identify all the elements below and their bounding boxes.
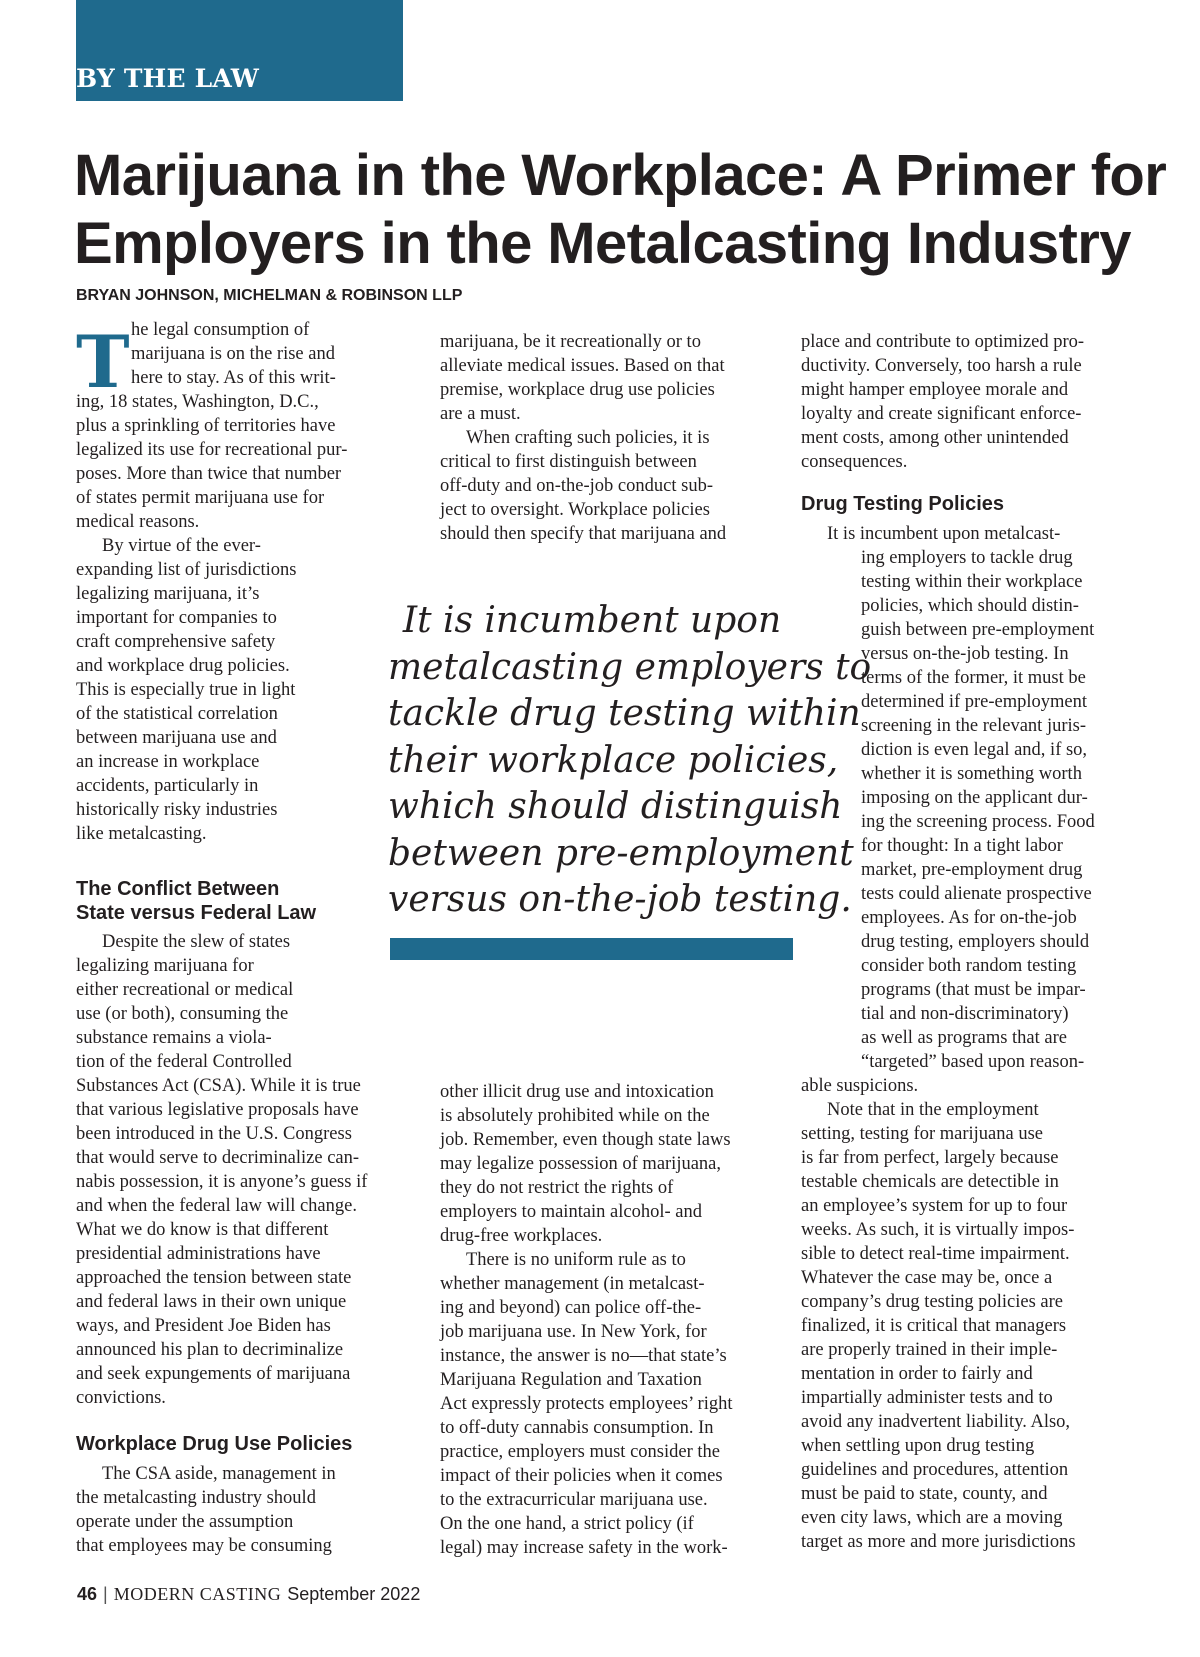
- pull-quote-line: tackle drug testing within: [388, 693, 861, 734]
- text-line: that various legislative proposals have: [76, 1100, 359, 1120]
- text-line: employees. As for on-the-job: [861, 908, 1077, 928]
- text-line: By virtue of the ever-: [102, 536, 261, 556]
- text-line: company’s drug testing policies are: [801, 1292, 1064, 1312]
- text-line: mentation in order to fairly and: [801, 1364, 1033, 1384]
- column-3-testing: [801, 522, 1151, 1554]
- text-line: ductivity. Conversely, too harsh a rule: [801, 356, 1082, 376]
- text-line: Despite the slew of states: [102, 932, 291, 952]
- paragraph-intro: [76, 318, 406, 534]
- text-line: consequences.: [801, 452, 908, 472]
- text-line: ing employers to tackle drug: [861, 548, 1073, 568]
- paragraph-testing: [801, 522, 1151, 1098]
- text-line: may legalize possession of marijuana,: [440, 1154, 722, 1174]
- text-line: to off-duty cannabis consumption. In: [440, 1418, 714, 1438]
- text-line: testable chemicals are detectible in: [801, 1172, 1059, 1192]
- text-line: and federal laws in their own unique: [76, 1292, 347, 1312]
- text-line: they do not restrict the rights of: [440, 1178, 674, 1198]
- title-line: Employers in the Metalcasting Industry: [74, 211, 1131, 276]
- pull-quote-line: which should distinguish: [388, 786, 843, 827]
- text-line: “targeted” based upon reason-: [861, 1052, 1085, 1072]
- text-line: legalizing marijuana for: [76, 956, 254, 976]
- text-line: been introduced in the U.S. Congress: [76, 1124, 352, 1144]
- text-line: presidential administrations have: [76, 1244, 321, 1264]
- text-line: screening in the relevant juris-: [861, 716, 1086, 736]
- article-title: [74, 142, 1167, 278]
- text-line: nabis possession, it is anyone’s guess if: [76, 1172, 368, 1192]
- text-line: might hamper employee morale and: [801, 380, 1069, 400]
- paragraph-premise: [440, 330, 780, 426]
- heading-line: State versus Federal Law: [76, 902, 317, 924]
- text-line: determined if pre-employment: [861, 692, 1088, 712]
- text-line: able suspicions.: [801, 1076, 919, 1096]
- column-3-top: [801, 330, 1151, 474]
- page-footer: [77, 1584, 420, 1605]
- text-line: is far from perfect, largely because: [801, 1148, 1059, 1168]
- text-line: when settling upon drug testing: [801, 1436, 1035, 1456]
- title-line: Marijuana in the Workplace: A Primer for: [74, 143, 1167, 208]
- paragraph-workplace: [76, 1462, 416, 1558]
- text-line: an employee’s system for up to four: [801, 1196, 1068, 1216]
- text-line: to the extracurricular marijuana use.: [440, 1490, 708, 1510]
- issue-date: September 2022: [287, 1584, 421, 1604]
- text-line: impartially administer tests and to: [801, 1388, 1053, 1408]
- text-line: that would serve to decriminalize can-: [76, 1148, 360, 1168]
- pull-quote-line: versus on-the-job testing.: [388, 879, 852, 920]
- paragraph-illicit: [440, 1080, 780, 1248]
- text-line: like metalcasting.: [76, 824, 207, 844]
- text-line: operate under the assumption: [76, 1512, 294, 1532]
- text-line: either recreational or medical: [76, 980, 294, 1000]
- text-line: imposing on the applicant dur-: [861, 788, 1088, 808]
- text-line: employers to maintain alcohol- and: [440, 1202, 703, 1222]
- text-line: the metalcasting industry should: [76, 1488, 316, 1508]
- pull-quote-rule: [390, 938, 793, 960]
- pull-quote-line: between pre-employment: [388, 832, 854, 874]
- text-line: plus a sprinkling of territories have: [76, 416, 336, 436]
- text-line: There is no uniform rule as to: [466, 1250, 686, 1270]
- text-line: medical reasons.: [76, 512, 200, 532]
- byline: BRYAN JOHNSON, MICHELMAN & ROBINSON LLP: [76, 287, 463, 304]
- text-line: expanding list of jurisdictions: [76, 560, 297, 580]
- text-line: he legal consumption of: [131, 320, 310, 340]
- text-line: legal) may increase safety in the work-: [440, 1538, 728, 1558]
- text-line: historically risky industries: [76, 800, 278, 820]
- text-line: whether management (in metalcast-: [440, 1274, 705, 1294]
- text-line: and workplace drug policies.: [76, 656, 290, 676]
- text-line: use (or both), consuming the: [76, 1004, 289, 1024]
- text-line: place and contribute to optimized pro-: [801, 332, 1085, 352]
- text-line: important for companies to: [76, 608, 277, 628]
- text-line: It is incumbent upon metalcast-: [827, 524, 1061, 544]
- text-line: versus on-the-job testing. In: [861, 644, 1069, 664]
- text-line: ment costs, among other unintended: [801, 428, 1069, 448]
- text-line: ing the screening process. Food: [861, 812, 1095, 832]
- text-line: an increase in workplace: [76, 752, 260, 772]
- text-line: impact of their policies when it comes: [440, 1466, 723, 1486]
- text-line: Note that in the employment: [827, 1100, 1039, 1120]
- text-line: weeks. As such, it is virtually impos-: [801, 1220, 1075, 1240]
- text-line: that employees may be consuming: [76, 1536, 332, 1556]
- text-line: marijuana, be it recreationally or to: [440, 332, 701, 352]
- text-line: must be paid to state, county, and: [801, 1484, 1048, 1504]
- text-line: between marijuana use and: [76, 728, 277, 748]
- section-label: BY THE LAW: [76, 64, 260, 93]
- text-line: On the one hand, a strict policy (if: [440, 1514, 694, 1534]
- text-line: legalizing marijuana, it’s: [76, 584, 260, 604]
- page-number: 46: [77, 1584, 98, 1604]
- text-line: is absolutely prohibited while on the: [440, 1106, 710, 1126]
- section-heading-conflict: [76, 877, 316, 925]
- column-2-bottom: [440, 1080, 780, 1560]
- text-line: What we do know is that different: [76, 1220, 329, 1240]
- text-line: policies, which should distin-: [861, 596, 1079, 616]
- text-line: substance remains a viola-: [76, 1028, 272, 1048]
- text-line: ways, and President Joe Biden has: [76, 1316, 331, 1336]
- text-line: Act expressly protects employees’ right: [440, 1394, 733, 1414]
- text-line: marijuana is on the rise and: [131, 344, 335, 364]
- text-line: guidelines and procedures, attention: [801, 1460, 1069, 1480]
- pull-quote-line: their workplace policies,: [388, 739, 839, 781]
- text-line: job. Remember, even though state laws: [440, 1130, 731, 1150]
- text-line: should then specify that marijuana and: [440, 524, 727, 544]
- text-line: testing within their workplace: [861, 572, 1083, 592]
- text-line: instance, the answer is no—that state’s: [440, 1346, 727, 1366]
- text-line: alleviate medical issues. Based on that: [440, 356, 725, 376]
- text-line: This is especially true in light: [76, 680, 296, 700]
- text-line: announced his plan to decriminalize: [76, 1340, 344, 1360]
- paragraph-productivity: [801, 330, 1151, 474]
- text-line: loyalty and create significant enforce-: [801, 404, 1082, 424]
- text-line: tial and non-discriminatory): [861, 1004, 1069, 1024]
- text-line: Marijuana Regulation and Taxation: [440, 1370, 702, 1390]
- text-line: premise, workplace drug use policies: [440, 380, 715, 400]
- pull-quote-line: metalcasting employers to: [388, 646, 872, 688]
- text-line: consider both random testing: [861, 956, 1077, 976]
- text-line: programs (that must be impar-: [861, 980, 1086, 1000]
- text-line: as well as programs that are: [861, 1028, 1067, 1048]
- text-line: of states permit marijuana use for: [76, 488, 325, 508]
- text-line: other illicit drug use and intoxication: [440, 1082, 714, 1102]
- pull-quote-line: It is incumbent upon: [402, 600, 782, 641]
- paragraph-note: [801, 1098, 1151, 1554]
- text-line: sible to detect real-time impairment.: [801, 1244, 1070, 1264]
- column-1-intro: [76, 318, 406, 846]
- text-line: guish between pre-employment: [861, 620, 1095, 640]
- text-line: tests could alienate prospective: [861, 884, 1092, 904]
- text-line: tion of the federal Controlled: [76, 1052, 292, 1072]
- text-line: job marijuana use. In New York, for: [440, 1322, 707, 1342]
- text-line: are properly trained in their imple-: [801, 1340, 1058, 1360]
- paragraph-uniform-rule: [440, 1248, 780, 1560]
- text-line: off-duty and on-the-job conduct sub-: [440, 476, 713, 496]
- column-1-conflict: [76, 930, 416, 1410]
- text-line: avoid any inadvertent liability. Also,: [801, 1412, 1071, 1432]
- section-heading-testing: Drug Testing Policies: [801, 493, 1004, 515]
- text-line: whether it is something worth: [861, 764, 1082, 784]
- text-line: When crafting such policies, it is: [466, 428, 710, 448]
- text-line: market, pre-employment drug: [861, 860, 1083, 880]
- text-line: of the statistical correlation: [76, 704, 278, 724]
- text-line: target as more and more jurisdictions: [801, 1532, 1076, 1552]
- text-line: and seek expungements of marijuana: [76, 1364, 351, 1384]
- paragraph-crafting: [440, 426, 780, 546]
- text-line: drug-free workplaces.: [440, 1226, 603, 1246]
- text-line: convictions.: [76, 1388, 166, 1408]
- column-1-workplace: [76, 1462, 416, 1558]
- text-line: approached the tension between state: [76, 1268, 352, 1288]
- drop-cap: T: [76, 319, 130, 404]
- text-line: setting, testing for marijuana use: [801, 1124, 1043, 1144]
- text-line: drug testing, employers should: [861, 932, 1090, 952]
- text-line: for thought: In a tight labor: [861, 836, 1063, 856]
- text-line: accidents, particularly in: [76, 776, 259, 796]
- text-line: poses. More than twice that number: [76, 464, 342, 484]
- footer-separator: |: [103, 1584, 108, 1604]
- text-line: The CSA aside, management in: [102, 1464, 336, 1484]
- text-line: legalized its use for recreational pur-: [76, 440, 348, 460]
- magazine-name: MODERN CASTING: [113, 1584, 282, 1604]
- text-line: ject to oversight. Workplace policies: [440, 500, 710, 520]
- text-line: ing and beyond) can police off-the-: [440, 1298, 702, 1318]
- paragraph-conflict: [76, 930, 416, 1410]
- text-line: practice, employers must consider the: [440, 1442, 720, 1462]
- text-line: even city laws, which are a moving: [801, 1508, 1063, 1528]
- text-line: Whatever the case may be, once a: [801, 1268, 1053, 1288]
- pull-quote: [388, 598, 872, 924]
- text-line: craft comprehensive safety: [76, 632, 276, 652]
- text-line: Substances Act (CSA). While it is true: [76, 1076, 361, 1096]
- text-line: and when the federal law will change.: [76, 1196, 357, 1216]
- text-line: terms of the former, it must be: [861, 668, 1086, 688]
- text-line: are a must.: [440, 404, 521, 424]
- paragraph-virtue: [76, 534, 406, 846]
- text-line: diction is even legal and, if so,: [861, 740, 1088, 760]
- text-line: ing, 18 states, Washington, D.C.,: [76, 392, 319, 412]
- text-line: critical to first distinguish between: [440, 452, 697, 472]
- column-2-top: [440, 330, 780, 546]
- heading-line: The Conflict Between: [76, 878, 280, 900]
- text-line: finalized, it is critical that managers: [801, 1316, 1067, 1336]
- section-heading-workplace: Workplace Drug Use Policies: [76, 1433, 353, 1455]
- text-line: here to stay. As of this writ-: [131, 368, 336, 388]
